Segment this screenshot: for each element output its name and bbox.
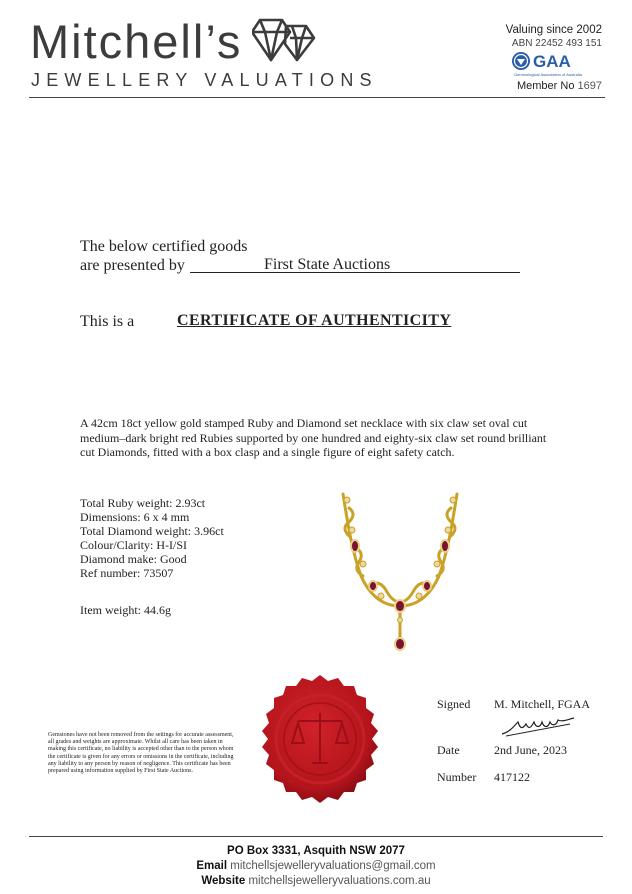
wax-seal-scales-icon: [254, 673, 386, 805]
diamond-icon: [252, 14, 318, 64]
email-label: Email: [196, 860, 228, 872]
spec-item-weight: Item weight: 44.6g: [80, 603, 171, 617]
presented-line-2: are presented by: [80, 257, 185, 274]
number-label: Number: [437, 770, 477, 784]
date-value: 2nd June, 2023: [494, 743, 567, 757]
presented-line-1: The below certified goods: [80, 238, 248, 255]
spec-diamond-weight: Total Diamond weight: 3.96ct: [80, 524, 224, 538]
handwritten-signature: [500, 712, 580, 738]
brand-subtitle: JEWELLERY VALUATIONS: [31, 70, 378, 90]
certificate-title: CERTIFICATE OF AUTHENTICITY: [177, 312, 452, 329]
header-divider: [29, 97, 605, 98]
spec-diamond-make: Diamond make: Good: [80, 552, 187, 566]
footer-website: [0, 875, 632, 887]
website-link[interactable]: mitchellsjewelleryvaluations.com.au: [248, 875, 431, 887]
spec-dimensions: Dimensions: 6 x 4 mm: [80, 510, 190, 524]
signer-name: M. Mitchell, FGAA: [494, 697, 590, 711]
member-no-value: 1697: [577, 80, 602, 92]
recipient-name: First State Auctions: [264, 256, 391, 273]
gaa-emblem-icon: [511, 51, 531, 71]
email-link[interactable]: mitchellsjewelleryvaluations@gmail.com: [230, 860, 436, 872]
footer-address-text: PO Box 3331, Asquith NSW 2077: [227, 845, 405, 857]
valuing-since: Valuing since 2002: [505, 24, 602, 36]
website-label: Website: [201, 875, 246, 887]
date-label: Date: [437, 743, 460, 757]
signed-label: Signed: [437, 697, 471, 711]
member-label: Member No: [516, 80, 575, 92]
brand-name: Mitchell’s: [30, 15, 243, 68]
member-number: [517, 80, 602, 92]
certificate-prefix: This is a: [80, 313, 135, 330]
footer-email: [0, 860, 632, 872]
gaa-logo-subtext: Gemmological Association of Australia: [514, 72, 582, 77]
spec-ref-number: Ref number: 73507: [80, 566, 174, 580]
necklace-photo: [325, 488, 475, 658]
disclaimer-text: Gemstones have not been removed from the settings for accurate assessment, all grades and weights are approximate. Whilst all care has been taken in making this certificate, no liability is accepted other than to the person whom the certificate is given for any errors or omissions in the certificate, including any liability to any person by reason of negligence. This certificate has been prepared using information supplied by First State Auctions.: [48, 732, 234, 775]
footer-divider: [29, 836, 603, 837]
footer-address: [0, 845, 632, 857]
abn-number: ABN 22452 493 151: [511, 38, 602, 49]
item-description: A 42cm 18ct yellow gold stamped Ruby and Diamond set necklace with six claw set oval cut medium–dark bright red Rubies supported by one hundred and eighty-six claw set round brilliant cut Diamonds, fitted with a box clasp and a single figure of eight safety catch.: [80, 416, 547, 459]
spec-colour-clarity: Colour/Clarity: H-I/SI: [80, 538, 187, 552]
gaa-logo-text: GAA: [533, 52, 571, 71]
spec-ruby-weight: Total Ruby weight: 2.93ct: [80, 496, 206, 510]
certificate-number: 417122: [494, 770, 530, 784]
